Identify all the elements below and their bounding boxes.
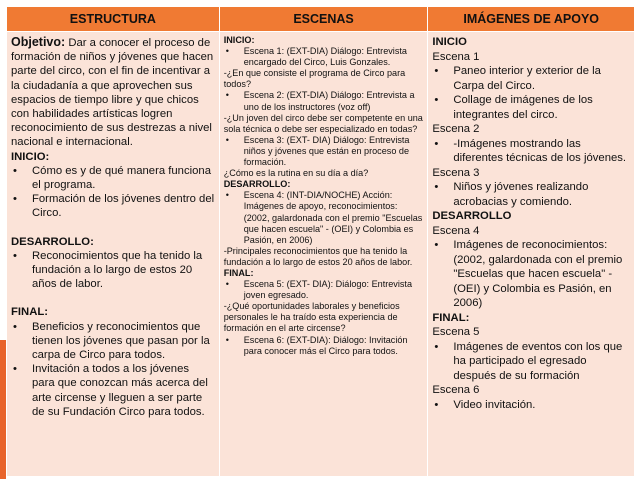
header-estructura: ESTRUCTURA xyxy=(7,7,220,32)
escena-label: Escena 6 xyxy=(432,384,480,396)
list-item: • Collage de imágenes de los integrantes del circo. xyxy=(432,93,630,122)
objetivo-label: Objetivo: xyxy=(11,35,66,49)
header-imagenes: IMÁGENES DE APOYO xyxy=(428,7,635,32)
imagenes-cell xyxy=(428,32,635,477)
objetivo-paragraph xyxy=(11,35,215,150)
scene-question: -¿Qué oportunidades laborales y beneficios personales le ha traído esta experiencia de formación en el arte circense? xyxy=(223,301,400,334)
escena-label: Escena 4 xyxy=(432,224,480,237)
scene-item: • Escena 2: (EXT-DIA) Diálogo: Entrevista a uno de los instructores (voz off) xyxy=(224,90,424,112)
estructura-desarrollo-label: DESARROLLO: xyxy=(11,235,94,248)
objetivo-text: Dar a conocer el proceso de formación de niños y jóvenes que hacen parte del circo, con el fin de incentivar a la ciudadanía a que aprovechen sus espacios de tiempo libre y que chicos con habilidades artísticas logren reconocimiento de sus destrezas a nivel nacional e internacional. xyxy=(11,37,214,149)
scene-item: • Escena 6: (EXT-DIA): Diálogo: Invitación para conocer más el Circo para todos. xyxy=(224,335,424,357)
script-table xyxy=(6,6,635,477)
imagenes-inicio-label: INICIO xyxy=(432,36,467,48)
body-row xyxy=(7,32,635,477)
list-item: • -Imágenes mostrando las diferentes técnicas de los jóvenes. xyxy=(432,137,630,166)
imagenes-final-label: FINAL: xyxy=(432,311,470,324)
list-item: • Formación de los jóvenes dentro del Circo. xyxy=(11,192,215,220)
header-row xyxy=(7,7,635,32)
scene-question: ¿Cómo es la rutina en su día a día? xyxy=(223,168,369,179)
scene-question: -¿Un joven del circo debe ser competente en una sola técnica o debe ser especializado en todas? xyxy=(223,112,423,134)
header-escenas: ESCENAS xyxy=(219,7,428,32)
scene-item: • Escena 4: (INT-DIA/NOCHE) Acción: Imágenes de apoyo, reconocimientos: (2002, galardonada con el premio "Escuelas que hacen escuela" - (OEI) y Colombia es Pasión, en 2006) xyxy=(224,190,424,245)
scene-item: • Escena 3: (EXT- DIA) Diálogo: Entrevista niños y jóvenes que están en proceso de formación. xyxy=(224,135,424,168)
scene-question: -Principales reconocimientos que ha tenido la fundación a lo largo de estos 20 años de labor. xyxy=(223,245,413,267)
escenas-final-label: FINAL: xyxy=(223,267,254,278)
list-item: • Cómo es y de qué manera funciona el programa. xyxy=(11,164,215,192)
escena-label: Escena 3 xyxy=(432,166,480,179)
list-item: • Reconocimientos que ha tenido la fundación a lo largo de estos 20 años de labor. xyxy=(11,249,215,292)
list-item: • Imágenes de reconocimientos: (2002, galardonada con el premio "Escuelas que hacen escuela" - (OEI) y Colombia es Pasión, en 2006) xyxy=(432,238,630,311)
estructura-desarrollo-list xyxy=(11,249,215,292)
list-item: • Video invitación. xyxy=(432,398,630,413)
escena-label: Escena 2 xyxy=(432,123,480,135)
scene-question: -¿En que consiste el programa de Circo para todos? xyxy=(223,68,406,90)
list-item: • Paneo interior y exterior de la Carpa del Circo. xyxy=(432,64,630,93)
list-item: • Invitación a todos a los jóvenes para que conozcan más acerca del arte circense y lleguen a ser parte de su Fundación Circo para todos. xyxy=(11,362,215,419)
estructura-final-list xyxy=(11,320,215,419)
escenas-desarrollo-label: DESARROLLO: xyxy=(223,179,291,190)
scene-item: • Escena 1: (EXT-DIA) Diálogo: Entrevista encargado del Circo, Luis Gonzales. xyxy=(224,46,424,68)
list-item: • Imágenes de eventos con los que ha participado el egresado después de su formación xyxy=(432,340,630,384)
imagenes-desarrollo-label: DESARROLLO xyxy=(432,210,512,222)
escena-label: Escena 5 xyxy=(432,326,480,338)
escenas-inicio-label: INICIO: xyxy=(223,35,255,45)
escena-label: Escena 1 xyxy=(432,50,480,63)
list-item: • Niños y jóvenes realizando acrobacias y comiendo. xyxy=(432,180,630,209)
scene-item: • Escena 5: (EXT- DIA): Diálogo: Entrevista joven egresado. xyxy=(224,279,424,301)
estructura-cell xyxy=(7,32,220,477)
escenas-cell xyxy=(219,32,428,477)
estructura-inicio-label: INICIO: xyxy=(11,150,50,163)
estructura-inicio-list xyxy=(11,164,215,221)
estructura-final-label: FINAL: xyxy=(11,306,49,319)
list-item: • Beneficios y reconocimientos que tienen los jóvenes que pasan por la carpa de Circo para todos. xyxy=(11,320,215,363)
